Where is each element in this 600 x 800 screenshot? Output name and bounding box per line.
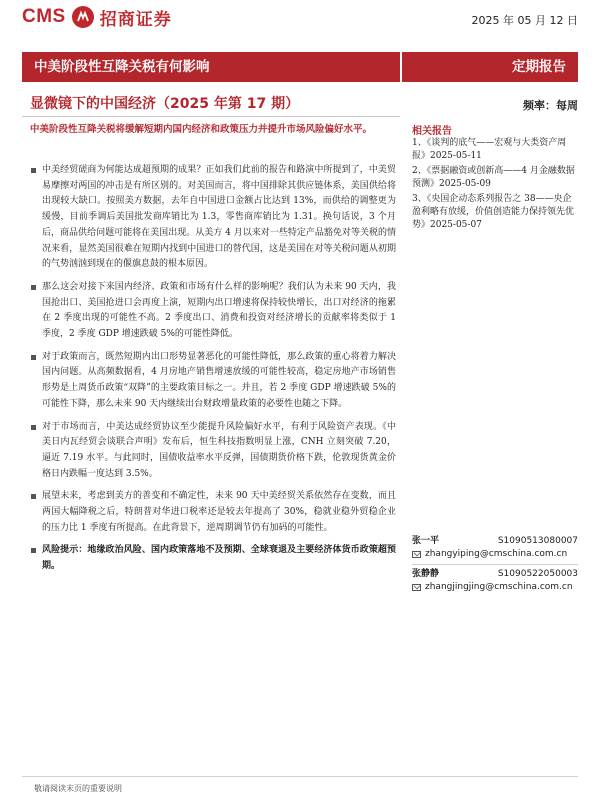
related-report-item[interactable]: 3、《央国企动态系列报告之 38——央企盈利略有放缓，价值创造能力保持领先优势》2025-05-07 <box>412 193 575 231</box>
paragraph: 对于政策而言，既然短期内出口形势显著恶化的可能性降低，那么政策的重心将着力解决国内问题。从高频数据看，4 月房地产销售增速放缓的可能性较高，稳定房地产市场销售形势是上周货币政策“双降”的主要政策目标之一。并且，若 2 季度 GDP 增速跌破 5%的可能性下降，那么未来 90 天内继续出台财政增量政策的必要性也随之下降。 <box>30 350 396 413</box>
footer-divider <box>22 776 578 777</box>
related-report-item[interactable]: 2、《票据融资或创新高——4 月金融数据预测》2025-05-09 <box>412 165 575 190</box>
analyst-name: 张一平 <box>412 536 440 546</box>
paragraph: 对于市场而言，中美达成经贸协议至少能提升风险偏好水平，有利于风险资产表现。《中美日内瓦经贸会谈联合声明》发布后，恒生科技指数明显上涨，CNH 立刻突破 7.20，逼近 7.19 水平。与此同时，国债收益率水平反弹，国债期货价格下跌，伦敦现货黄金价格日内跌幅一度达到 3.5%。 <box>30 420 396 483</box>
body-paragraphs <box>30 163 396 575</box>
analyst-divider <box>412 564 578 565</box>
report-type-banner: 定期报告 <box>402 52 578 82</box>
analyst-email-row[interactable] <box>412 548 578 561</box>
analyst-entry <box>412 568 578 594</box>
logo-text-cn: 招商证券 <box>99 9 172 30</box>
analyst-license-id: S1090522050003 <box>497 569 578 579</box>
analyst-email-row[interactable] <box>412 581 578 594</box>
footer-disclaimer: 敬请阅读末页的重要说明 <box>34 784 122 793</box>
report-frequency: 频率：每周 <box>523 99 578 112</box>
report-date: 2025 年 05 月 12 日 <box>471 14 578 27</box>
logo-text-en: CMS <box>22 6 66 27</box>
paragraph: 那么这会对接下来国内经济、政策和市场有什么样的影响呢？我们认为未来 90 天内，我国抢出口、美国抢进口会再度上演，短期内出口增速将保持较快增长，出口对经济的拖累在 2 季度出现的可能性不高。2 季度出口、消费和投资对经济增长的贡献率将类似于 1 季度，2 季度 GDP 增速跌破 5%的可能性降低。 <box>30 280 396 343</box>
related-reports-heading: 相关报告 <box>412 126 452 137</box>
related-reports-list <box>412 137 578 234</box>
analyst-email[interactable]: zhangyiping@cmschina.com.cn <box>425 549 568 559</box>
risk-warning: 风险提示：地缘政治风险、国内政策落地不及预期、全球衰退及主要经济体货币政策超预期。 <box>30 543 396 574</box>
related-report-item[interactable]: 1、《谈判的底气——宏观与大类资产周报》2025-05-11 <box>412 138 567 162</box>
logo-emblem-icon <box>72 6 94 28</box>
analyst-email[interactable]: zhangjingjing@cmschina.com.cn <box>425 582 573 592</box>
report-subtitle: 显微镜下的中国经济（2025 年第 17 期） <box>30 96 300 112</box>
envelope-icon <box>412 551 421 558</box>
paragraph: 中美经贸磋商为何能达成超预期的成果？正如我们此前的报告和路演中所提到了，中美贸易摩擦对两国的冲击是有所区别的。对美国而言，将中国排除其供应链体系，美国供给将出现较大缺口。按照美方数据，去年自中国进口金额占比达到 13%，而供给的调整更为缓慢，目前季调后美国批发商库销比为 1.3，零售商库销比为 1.31。换句话说，3 个月后，商品供给问题可能将在美国出现。从美方 4 月以来对一些特定产品豁免对等关税的情况来看，显然美国很难在短期内找到中国进口的替代国，这是美国在对等关税问题从初期的气势汹汹到现在的偃旗息鼓的根本原因。 <box>30 163 396 273</box>
analyst-block <box>412 535 578 597</box>
report-title-banner: 中美阶段性互降关税有何影响 <box>22 52 400 82</box>
lead-summary: 中美阶段性互降关税将缓解短期内国内经济和政策压力并提升市场风险偏好水平。 <box>30 124 373 135</box>
paragraph: 展望未来，考虑到美方的善变和不确定性，未来 90 天中美经贸关系依然存在变数，而且两国大幅降税之后，特朗普对华进口税率还是较去年提高了 30%，稳就业稳外贸稳企业的压力比 1 季度有所提高。在此背景下，逆周期调节仍有加码的可能性。 <box>30 489 396 536</box>
title-divider <box>22 116 400 117</box>
analyst-license-id: S1090513080007 <box>497 536 578 546</box>
envelope-icon <box>412 584 421 591</box>
analyst-name: 张静静 <box>412 569 440 579</box>
analyst-entry <box>412 535 578 565</box>
company-logo <box>22 4 172 30</box>
